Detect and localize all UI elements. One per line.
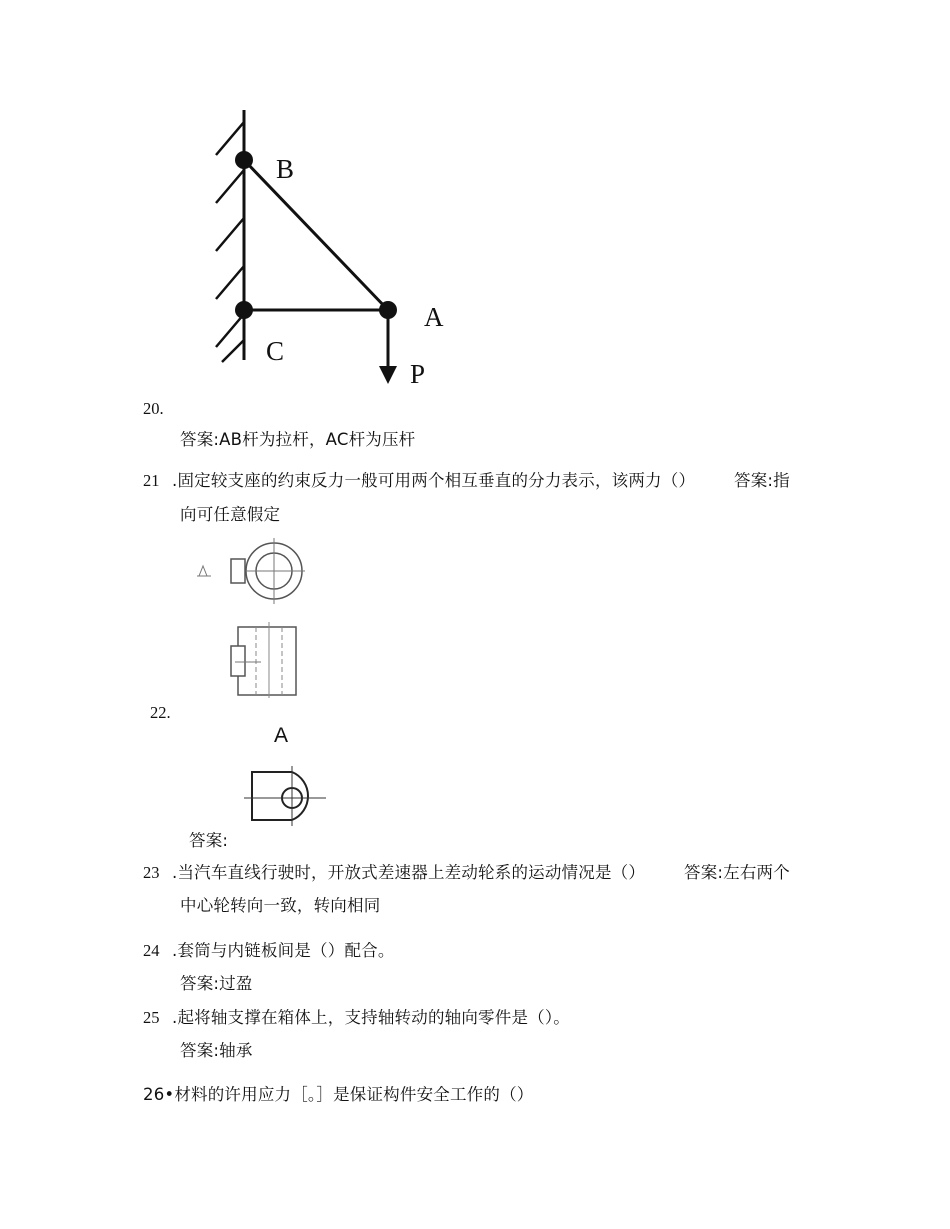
clevis-outline <box>252 772 308 820</box>
q23-line2: 中心轮转向一致，转向相同 <box>180 896 381 915</box>
key-tab-top <box>231 559 245 583</box>
key-tab-front <box>231 646 245 676</box>
q26-line1: 26•材料的许用应力［。］是保证构件安全工作的（） <box>143 1085 534 1104</box>
q24-number: 24 <box>143 941 160 960</box>
q20-number: 20. <box>143 399 164 418</box>
view-a-label: A <box>274 724 289 747</box>
view-a-diagram <box>240 722 340 826</box>
label-b: B <box>276 154 295 184</box>
q24-line1: .套筒与内链板间是（）配合。 <box>172 941 395 960</box>
q21-answer-inline: 答案:指 <box>734 471 790 490</box>
q23-line1: .当汽车直线行驶时，开放式差速器上差动轮系的运动情况是（） <box>172 863 646 882</box>
member-ab <box>244 160 388 310</box>
q23-answer-inline: 答案:左右两个 <box>684 863 790 882</box>
q22-number: 22. <box>150 703 171 722</box>
q24-answer: 答案:过盈 <box>180 974 253 993</box>
q21-line1: .固定较支座的约束反力一般可用两个相互垂直的分力表示，该两力（） <box>172 471 696 490</box>
q25-answer: 答案:轴承 <box>180 1041 253 1060</box>
part-top-view <box>195 538 315 698</box>
q21-number: 21 <box>143 471 160 490</box>
label-a: A <box>424 302 444 332</box>
label-c: C <box>266 336 285 366</box>
q20-answer: 答案:AB杆为拉杆，AC杆为压杆 <box>180 430 416 449</box>
label-p: P <box>410 359 426 389</box>
q23-number: 23 <box>143 863 160 882</box>
q25-number: 25 <box>143 1008 160 1027</box>
q22-answer-label: 答案: <box>189 831 229 850</box>
view-marker <box>199 566 207 576</box>
joint-b <box>235 151 253 169</box>
truss-diagram <box>200 100 470 400</box>
load-arrow-head <box>379 366 397 384</box>
joint-a <box>379 301 397 319</box>
joint-c <box>235 301 253 319</box>
body-rect <box>238 627 296 695</box>
q25-line1: .起将轴支撑在箱体上，支持轴转动的轴向零件是（）。 <box>172 1008 570 1027</box>
q21-line2: 向可任意假定 <box>180 505 281 524</box>
